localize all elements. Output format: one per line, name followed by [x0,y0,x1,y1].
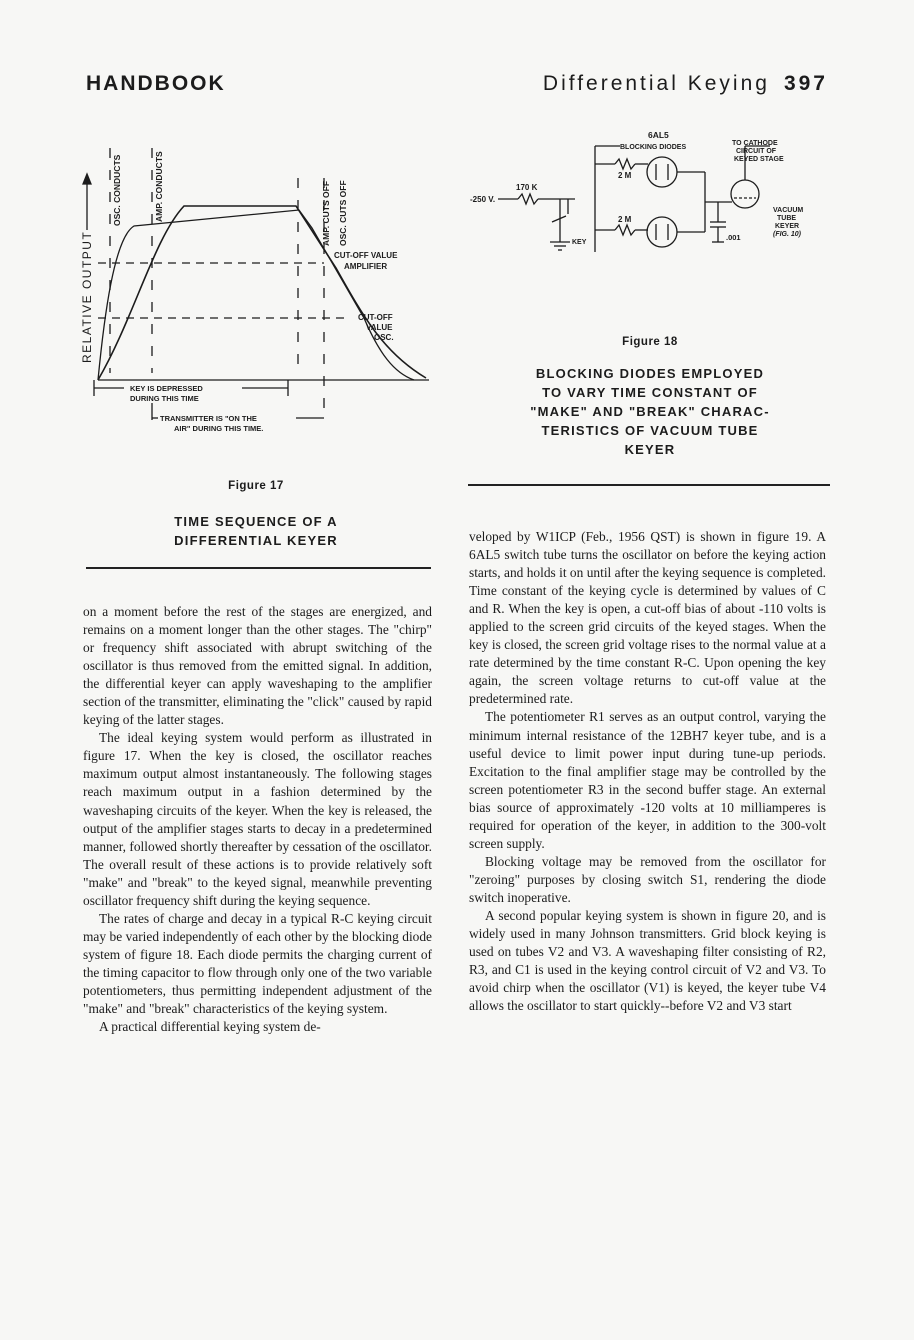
r-series-label: 170 K [516,183,538,192]
osc-output-curve [98,210,414,380]
paragraph: The potentiometer R1 serves as an output control, varying the minimum internal resistance of the 12BH7 keyer tube, and is a useful device to limit power input during tune-up periods. Excitation to the final amplifier stage may be controlled by the screen potentiometer R3 in the second buffer stage. An external bias source of approximately -120 volts at 10 milliamperes is required for operation of the keyer, in addition to the 300-volt screen supply. [469,709,826,851]
running-header-left: HANDBOOK [86,72,226,95]
diode-bottom [647,217,677,247]
figure-17-label: Figure 17 [228,480,284,492]
voltage-label: -250 V. [470,195,496,204]
tube-6al5: 6AL5 [648,130,669,140]
figure-18-label: Figure 18 [622,336,678,348]
key-label: KEY [572,239,587,246]
amp-cuts-off-label: AMP. CUTS OFF [321,180,331,246]
figure-17-caption [86,480,426,550]
right-column [469,528,826,1015]
diode-top [647,157,677,187]
osc-conducts-label: OSC. CONDUCTS [112,154,122,226]
tx-note-1: TRANSMITTER IS "ON THE [160,414,257,423]
key-note-2: DURING THIS TIME [130,394,199,403]
left-column [83,603,432,1036]
vt-4: (FIG. 10) [773,231,802,238]
key-note-1: KEY IS DEPRESSED [130,384,203,393]
blocking-diodes-label: BLOCKING DIODES [620,144,687,151]
running-header-right [543,72,828,96]
figure-18-title-3: "MAKE" AND "BREAK" CHARAC- [530,404,770,419]
resistor-2m-top [615,159,635,169]
vt-3: KEYER [775,223,800,230]
figure-18-title-2: TO VARY TIME CONSTANT OF [542,385,758,400]
cutoff-amp-label-2: AMPLIFIER [344,262,388,271]
to-cathode-2: CIRCUIT OF [736,148,777,155]
paragraph: The ideal keying system would perform as illustrated in figure 17. When the key is closed, the oscillator reaches maximum output almost instantaneously. The following stages reach maximum output in a fashion determined by the waveshaping circuits of the keyer. When the key is released, the output of the amplifier stages starts to decay in a predetermined manner, followed shortly thereafter by cessation of the oscillator. The overall result of these actions is to provide relatively soft "make" and "break" to the keyed signal, meanwhile preventing oscillator frequency shift during the keying sequence. [83,730,432,908]
to-cathode-1: TO CATHODE [732,140,778,147]
paragraph: on a moment before the rest of the stages are energized, and remains on a moment longer than the other stages. The "chirp" or frequency shift associated with abrupt switching of the oscillator is thus removed from the emitted signal. In addition, the differential keyer can apply waveshaping to the amplifier section of the transmitter, eliminating the "click" caused by rapid keying of the latter stages. [83,604,432,728]
paragraph: Blocking voltage may be removed from the oscillator for "zeroing" purposes by closing switch S1, rendering the diode switch inoperative. [469,853,826,905]
paragraph: A second popular keying system is shown in figure 20, and is widely used in many Johnson transmitters. Grid block keying is used on tubes V2 and V3. A waveshaping filter consisting of R2, R3, and C1 is used in the keying control circuit of V2 and V3. To avoid chirp when the oscillator (V1) is keyed, the keyer tube V4 allows the oscillator to start quickly--before V2 and V3 start [469,907,826,1014]
tx-note-2: AIR" DURING THIS TIME. [174,424,264,433]
section-title: Differential Keying [542,72,770,95]
paragraph: A practical differential keying system de- [99,1019,321,1035]
figure-17-title-2: DIFFERENTIAL KEYER [174,533,338,548]
figure-18-title-5: KEYER [624,442,676,457]
osc-cuts-off-label: OSC. CUTS OFF [338,180,348,246]
page-number: 397 [783,72,828,95]
resistor-2m-bottom [615,225,635,235]
figure-18-caption [520,336,780,459]
y-axis-label: RELATIVE OUTPUT [80,230,94,363]
amp-conducts-label: AMP. CONDUCTS [154,151,164,222]
figure-17-diagram [74,118,454,448]
figure-18-title-4: TERISTICS OF VACUUM TUBE [541,423,759,438]
amp-output-curve [98,206,426,380]
left-divider [86,567,431,569]
cutoff-osc-label-3: OSC. [374,333,394,342]
paragraph: veloped by W1ICP (Feb., 1956 QST) is shown in figure 19. A 6AL5 switch tube turns the oscillator on before the keying action starts, and holds it on until after the keying sequence is completed. Time constant of the keying cycle is determined by values of C and R. When the key is open, a cut-off bias of about -110 volts is applied to the screen grid circuits of the keyed stages. When the key is closed, the screen grid voltage rises to the normal value at a rate determined by the time constant R-C. Upon opening the key again, the screen voltage returns to cut-off value at the predetermined rate. [469,529,826,707]
right-divider [468,484,830,486]
vt-2: TUBE [777,215,797,222]
cutoff-amp-label-1: CUT-OFF VALUE [334,251,398,260]
cutoff-osc-label-1: CUT-OFF [358,313,393,322]
cutoff-osc-label-2: VALUE [366,323,393,332]
figure-18-schematic [470,122,840,282]
r-top-label: 2 M [618,171,632,180]
paragraph: The rates of charge and decay in a typical R-C keying circuit may be varied independently of each other by the blocking diode system of figure 18. Each diode permits the charging current of the timing capacitor to flow through only one of the two variable potentiometers, thus permitting independent adjustment of the "make" and "break" characteristics of the keying system. [83,910,432,1017]
vt-1: VACUUM [773,207,804,214]
resistor-170k [518,194,538,204]
figure-18-title-1: BLOCKING DIODES EMPLOYED [535,366,765,381]
figure-17-title-1: TIME SEQUENCE OF A [174,514,338,529]
keyer-tube [731,180,759,208]
r-bottom-label: 2 M [618,215,632,224]
to-cathode-3: KEYED STAGE [734,156,784,163]
cap-label: .001 [726,233,741,242]
